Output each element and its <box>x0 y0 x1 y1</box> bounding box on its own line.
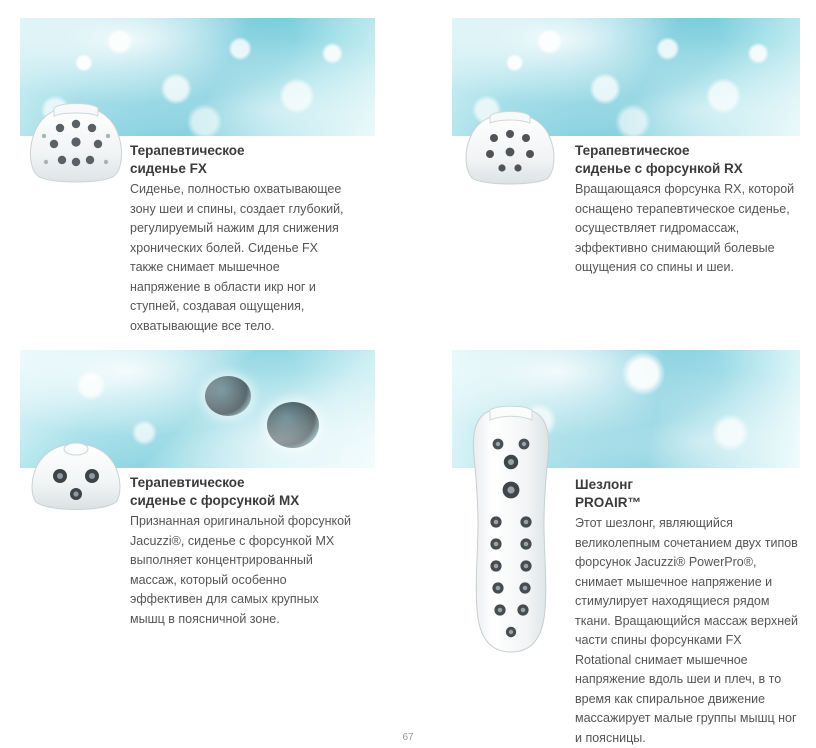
product-body-fx-seat: Сиденье, полностью охватывающее зону шеи и спины, создает глубокий, регулируемый нажим для снижения хронических болей. Сиденье FX также снимает мышечное напряжение в области икр ног и ступней, создавая ощущения, охватывающие все тело. <box>130 182 344 333</box>
page-number: 67 <box>402 732 414 743</box>
seat-illustration-mx <box>26 440 126 516</box>
product-title-line2: PROAIR™ <box>575 495 642 510</box>
product-title-line1: Шезлонг <box>575 477 634 492</box>
product-title-line1: Терапевтическое <box>575 143 690 158</box>
product-title-line2: сиденье с форсункой MX <box>130 493 300 508</box>
seat-illustration-fx <box>24 100 128 192</box>
product-title-line1: Терапевтическое <box>130 475 245 490</box>
product-body-mx-jet-seat: Признанная оригинальной форсункой Jacuzzi®, сиденье с форсункой MX выполняет концентрированный массаж, который особенно эффективен для самых крупных мышц в поясничной зоне. <box>130 514 352 626</box>
product-body-proair-lounger: Этот шезлонг, являющийся великолепным сочетанием двух типов форсунок Jacuzzi® PowerPro®, снимает мышечное напряжение и стимулирует находящиеся рядом ткани. Вращающийся массаж верхней части спины форсунками FX Rotational снимает мышечное напряжение вдоль шеи и плеч, в то время как спиральное движение массажирует малые группы мышц ног и поясницы. <box>575 516 799 745</box>
product-body-rx-jet-seat: Вращающаяся форсунка RX, которой оснащено терапевтическое сиденье, осуществляет гидромассаж, эффективно снимающий болевые ощущения со спины и шеи. <box>575 182 795 274</box>
product-title-mx-jet-seat <box>130 474 352 510</box>
product-text-fx-seat <box>130 142 352 336</box>
seat-illustration-rx <box>460 108 560 192</box>
product-title-line2: сиденье FX <box>130 161 207 176</box>
product-text-rx-jet-seat <box>575 142 801 278</box>
product-title-fx-seat <box>130 142 352 178</box>
product-title-line1: Терапевтическое <box>130 143 245 158</box>
lounger-illustration-proair <box>452 404 570 660</box>
product-title-rx-jet-seat <box>575 142 801 178</box>
product-title-proair-lounger <box>575 476 801 512</box>
product-title-line2: сиденье с форсункой RX <box>575 161 743 176</box>
product-text-proair-lounger <box>575 476 801 748</box>
product-text-mx-jet-seat <box>130 474 352 629</box>
